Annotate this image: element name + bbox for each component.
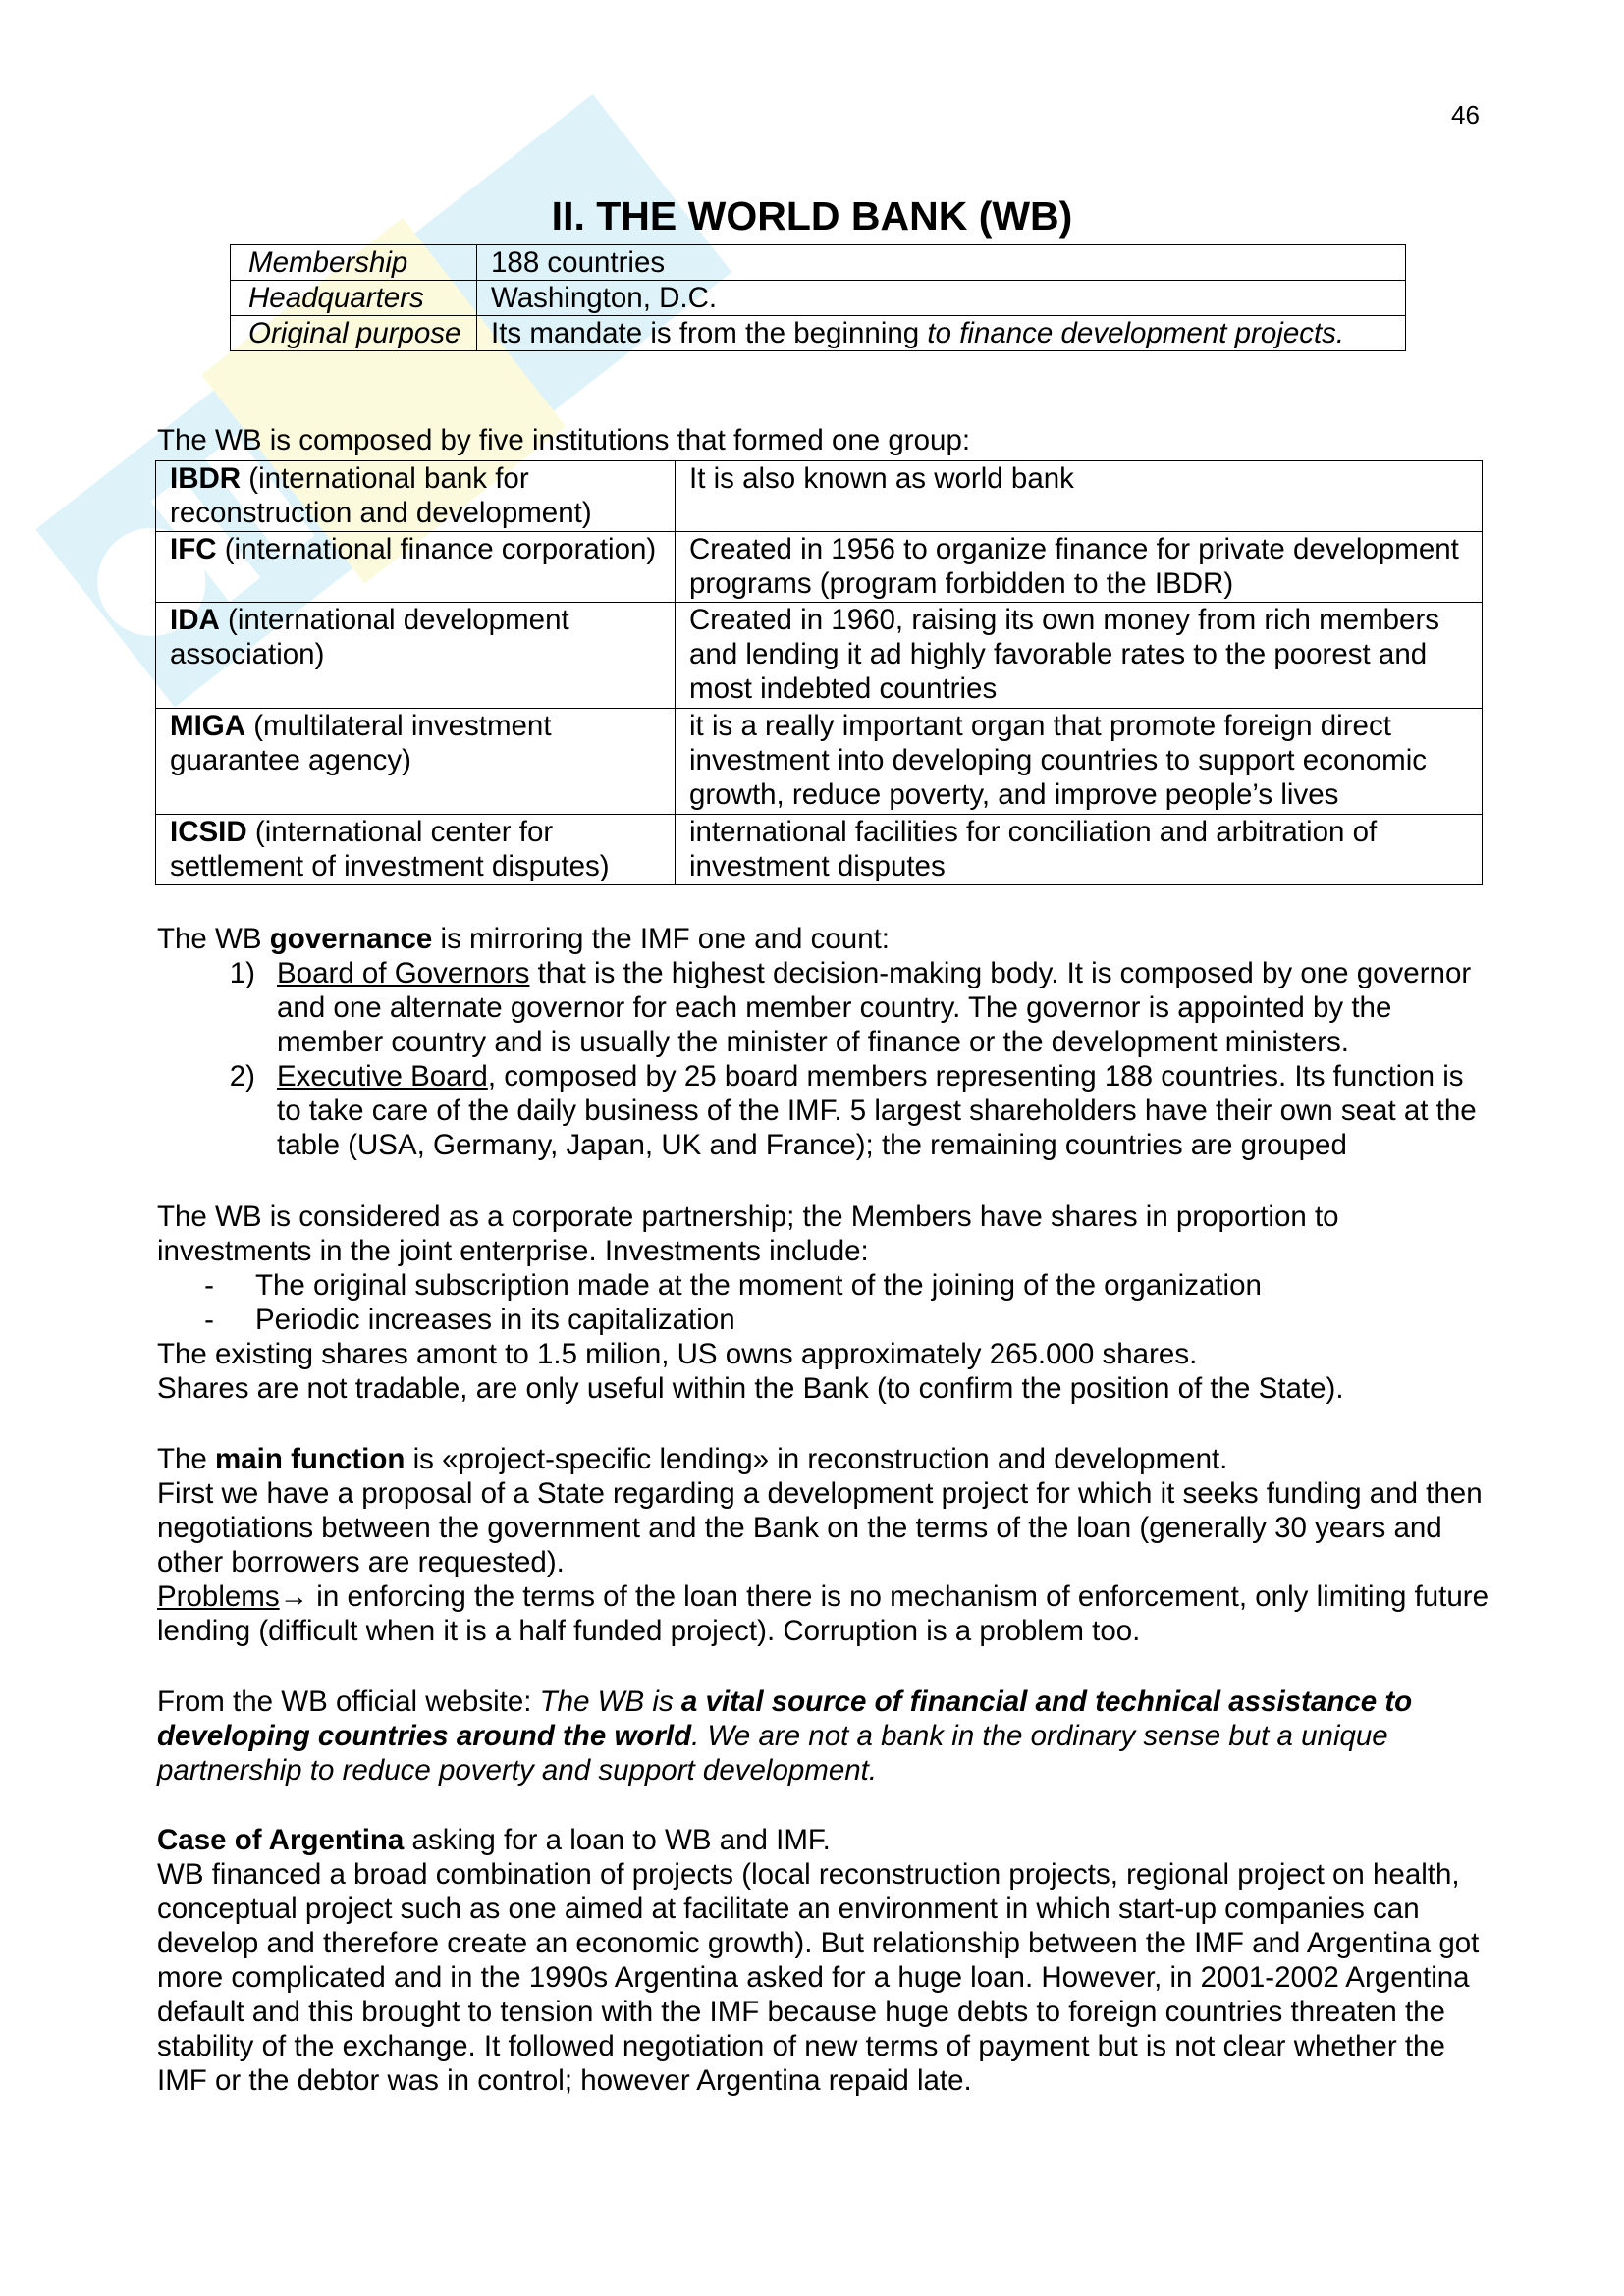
problems-para: Problems→ in enforcing the terms of the loan there is no mechanism of enforcement, only limiting future lending (difficult when it is a half funded project). Corruption is a problem too.	[157, 1580, 1489, 1647]
institution-name: ICSID (international center for settlement of investment disputes)	[156, 815, 676, 885]
institution-name: MIGA (multilateral investment guarantee agency)	[156, 709, 676, 815]
main-function-section	[157, 1442, 1492, 1648]
info-label: Membership	[231, 245, 477, 281]
info-value: Washington, D.C.	[477, 281, 1406, 316]
info-value: Its mandate is from the beginning to finance development projects.	[477, 316, 1406, 351]
argentina-intro: Case of Argentina asking for a loan to WB and IMF.	[157, 1824, 831, 1856]
list-item: 2) Executive Board, composed by 25 board members representing 188 countries. Its function is to take care of the daily business of the IMF. 5 largest shareholders have their own seat at the table (USA, Germany, Japan, UK and France); the remaining countries are grouped	[229, 1060, 1477, 1161]
institution-desc: Created in 1960, raising its own money from rich members and lending it ad highly favorable rates to the poorest and most indebted countries	[676, 603, 1483, 709]
institution-name: IFC (international finance corporation)	[156, 532, 676, 603]
partnership-section	[157, 1200, 1492, 1406]
institution-desc: international facilities for conciliation and arbitration of investment disputes	[676, 815, 1483, 885]
partnership-para: The WB is considered as a corporate partnership; the Members have shares in proportion to investments in the joint enterprise. Investments include:	[157, 1201, 1339, 1267]
institution-name: IDA (international development association)	[156, 603, 676, 709]
governance-list	[157, 956, 1492, 1162]
table-row	[231, 316, 1406, 351]
page-number: 46	[1451, 100, 1480, 130]
institutions-intro: The WB is composed by five institutions that formed one group:	[157, 424, 971, 456]
institution-desc: It is also known as world bank	[676, 461, 1483, 532]
table-row	[156, 532, 1483, 603]
website-quote: From the WB official website: The WB is a vital source of financial and technical assistance to developing countries around the world. We are not a bank in the ordinary sense but a unique partnership to reduce poverty and support development.	[157, 1685, 1413, 1787]
info-label: Original purpose	[231, 316, 477, 351]
main-function-para: First we have a proposal of a State regarding a development project for which it seeks funding and then negotiations between the government and the Bank on the terms of the loan (generally 30 years and other borrowers are requested).	[157, 1477, 1483, 1578]
table-row	[156, 815, 1483, 885]
shares-line: The existing shares amont to 1.5 milion, US owns approximately 265.000 shares.	[157, 1338, 1198, 1370]
list-item: 1) Board of Governors that is the highest decision-making body. It is composed by one governor and one alternate governor for each member country. The governor is appointed by the member country and is usually the minister of finance or the development ministers.	[229, 957, 1472, 1058]
info-label: Headquarters	[231, 281, 477, 316]
list-item: - Periodic increases in its capitalization	[204, 1304, 735, 1336]
table-row	[231, 245, 1406, 281]
argentina-section	[157, 1823, 1492, 2098]
shares-line: Shares are not tradable, are only useful within the Bank (to confirm the position of the State).	[157, 1372, 1344, 1405]
list-item: - The original subscription made at the moment of the joining of the organization	[204, 1269, 1262, 1302]
table-row	[231, 281, 1406, 316]
institutions-table	[155, 460, 1483, 885]
page-title: II. THE WORLD BANK (WB)	[551, 193, 1073, 239]
argentina-para: WB financed a broad combination of projects (local reconstruction projects, regional project on health, conceptual project such as one aimed at facilitate an environment in which start-up companies can develop and therefore create an economic growth). But relationship between the IMF and Argentina got more complicated and in the 1990s Argentina asked for a huge loan. However, in 2001-2002 Argentina default and this brought to tension with the IMF because huge debts to foreign countries threaten the stability of the exchange. It followed negotiation of new terms of payment but is not clear whether the IMF or the debtor was in control; however Argentina repaid late.	[157, 1858, 1480, 2097]
info-value: 188 countries	[477, 245, 1406, 281]
table-row	[156, 461, 1483, 532]
table-row	[156, 603, 1483, 709]
info-table	[230, 244, 1406, 351]
investments-list	[157, 1268, 1492, 1337]
institution-name: IBDR (international bank for reconstruction and development)	[156, 461, 676, 532]
institution-desc: Created in 1956 to organize finance for private development programs (program forbidden to the IBDR)	[676, 532, 1483, 603]
main-function-intro: The main function is «project-specific lending» in reconstruction and development.	[157, 1443, 1228, 1475]
table-row	[156, 709, 1483, 815]
governance-section	[157, 922, 1492, 1162]
governance-intro: The WB governance is mirroring the IMF one and count:	[157, 923, 890, 955]
institution-desc: it is a really important organ that promote foreign direct investment into developing countries to support economic growth, reduce poverty, and improve people’s lives	[676, 709, 1483, 815]
